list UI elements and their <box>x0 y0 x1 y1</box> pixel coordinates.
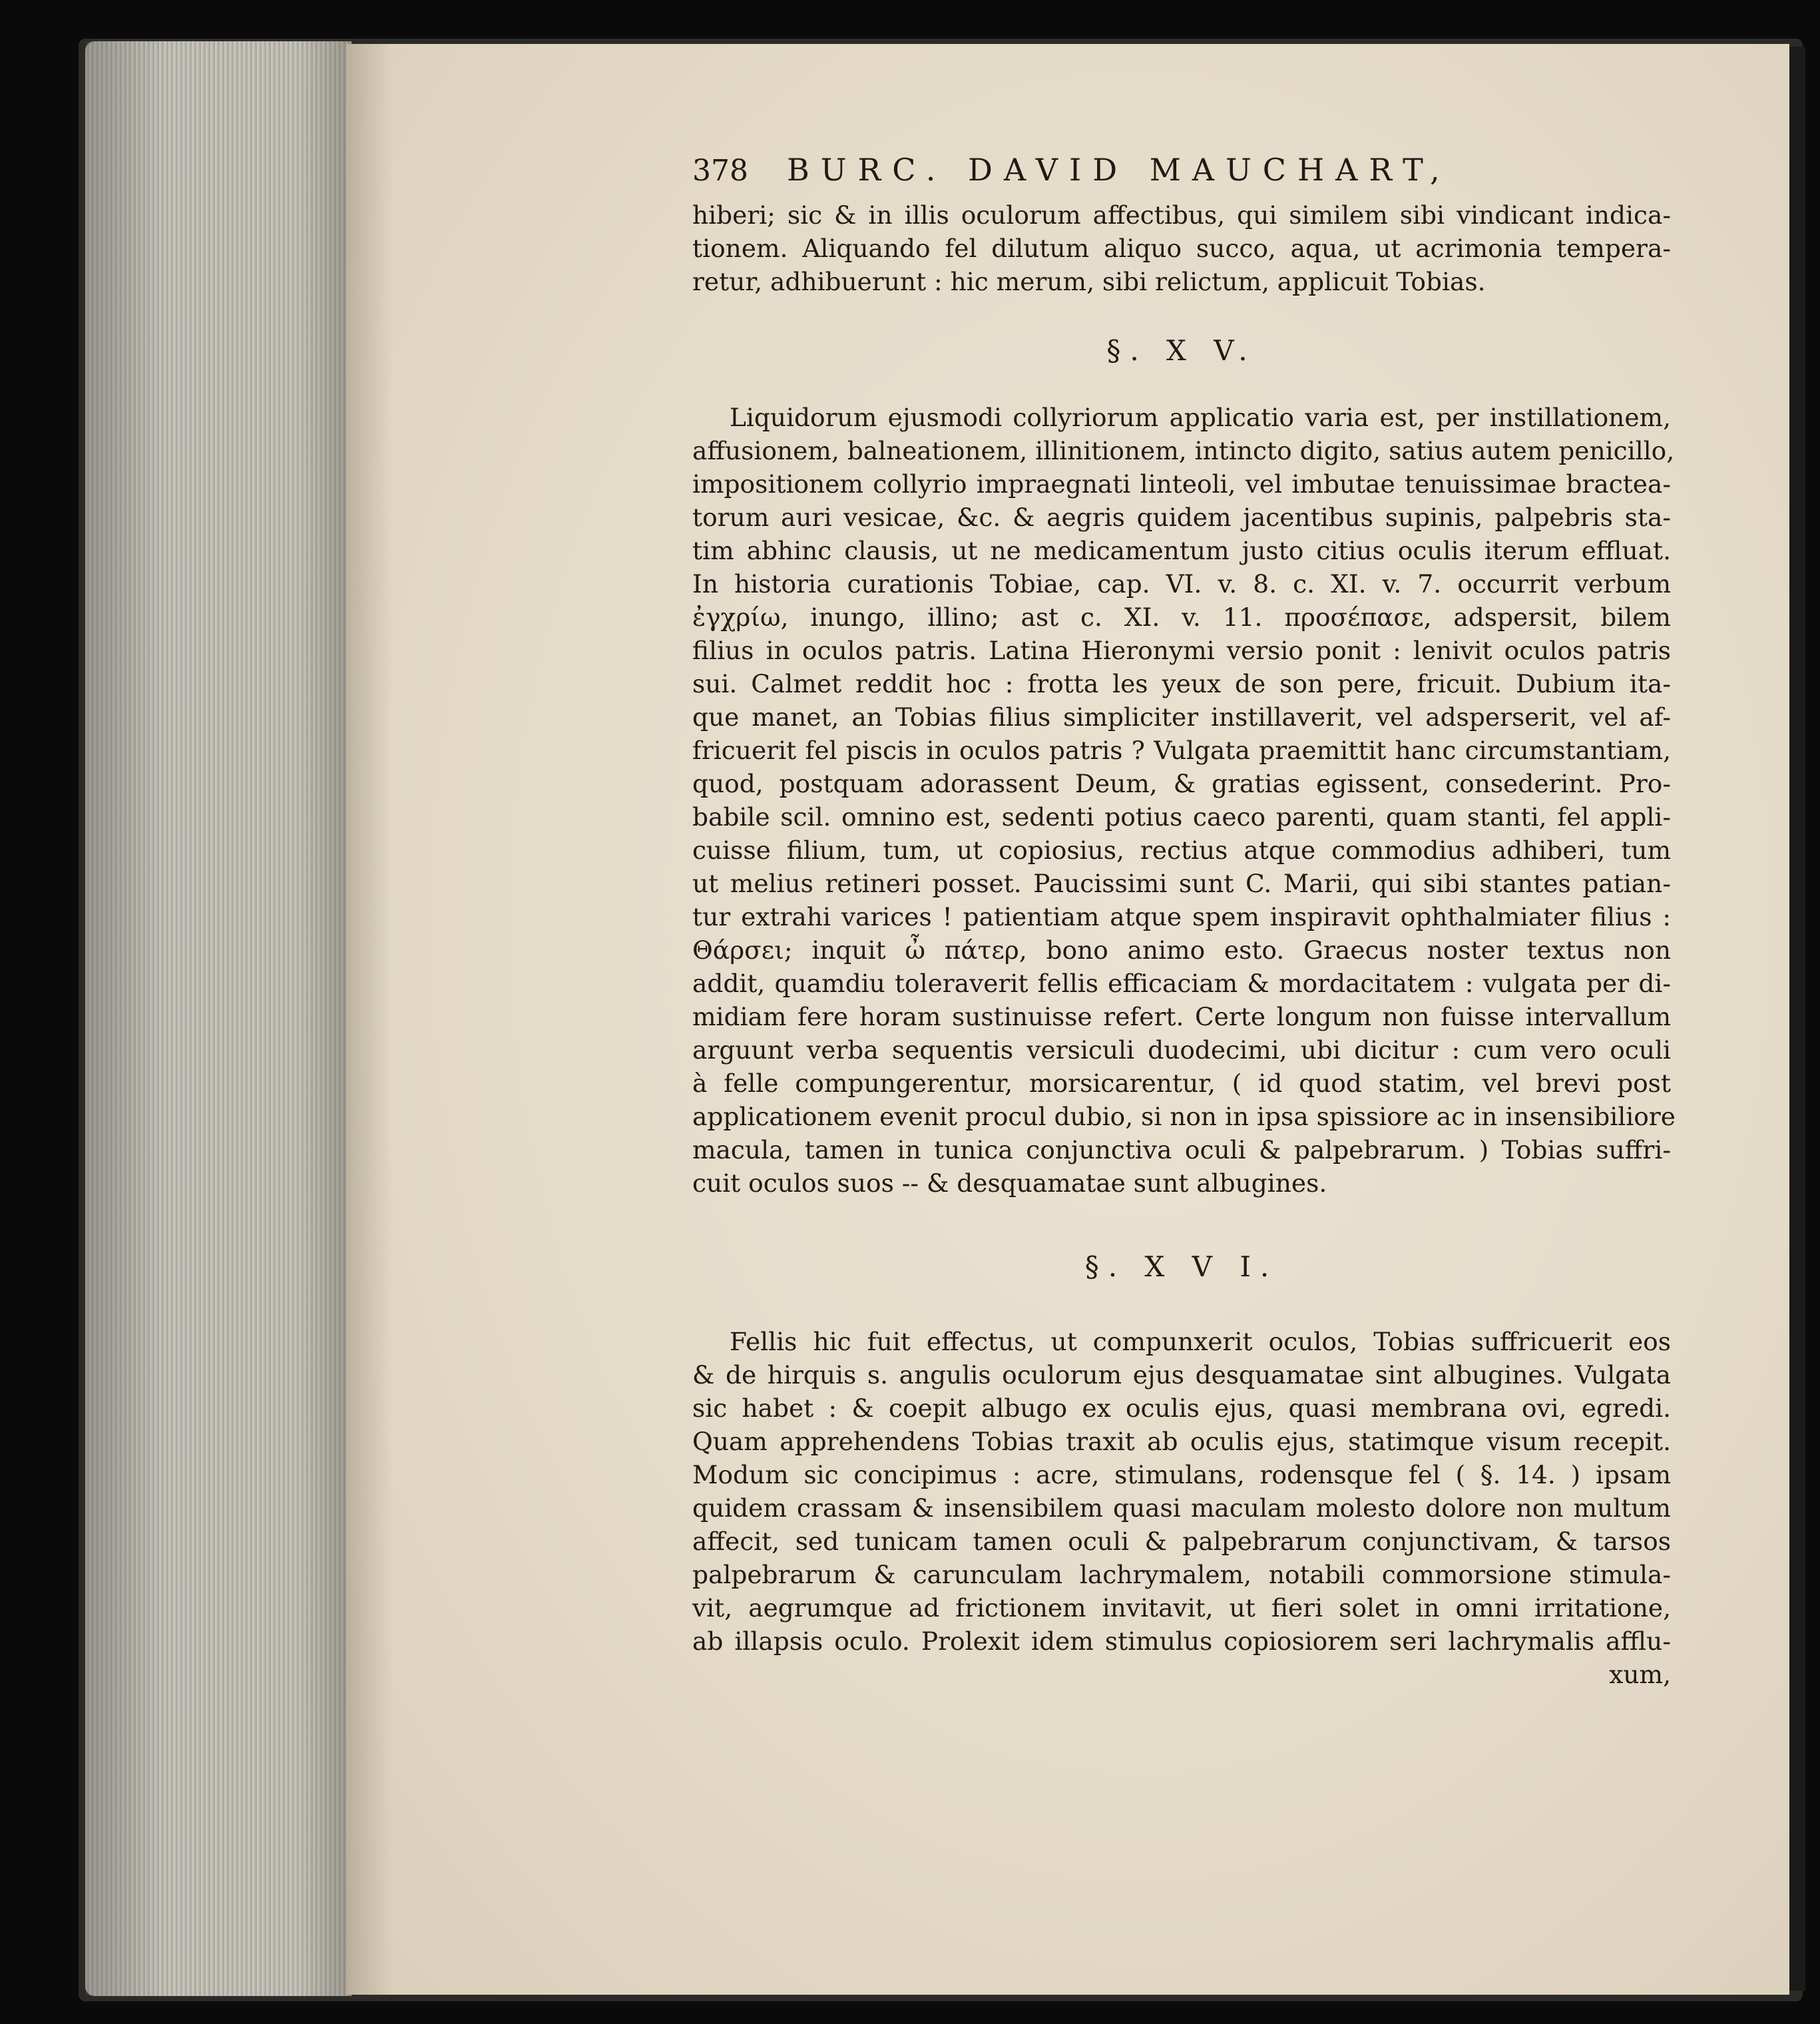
text-line: addit, quamdiu toleraverit fellis efficaciam & mordacitatem : vulgata per di- <box>692 969 1671 998</box>
text-line: à felle compungerentur, morsicarentur, ( id quod statim, vel brevi post <box>692 1069 1671 1098</box>
text-line: babile scil. omnino est, sedenti potius caeco parenti, quam stanti, fel appli- <box>692 802 1671 832</box>
text-line: hiberi; sic & in illis oculorum affectibus, qui similem sibi vindicant indica- <box>692 200 1671 230</box>
section-heading-16: §. X V I. <box>1084 1250 1279 1283</box>
paragraph-intro <box>692 198 1671 298</box>
text-line: palpebrarum & carunculam lachrymalem, notabili commorsione stimula- <box>692 1560 1671 1589</box>
text-line: ἐγχρίω, inungo, illino; ast c. XI. v. 11. προσέπασε, adspersit, bilem <box>692 603 1671 632</box>
text-line: filius in oculos patris. Latina Hieronymi versio ponit : lenivit oculos patris <box>692 636 1671 665</box>
text-line: ab illapsis oculo. Prolexit idem stimulus copiosiorem seri lachrymalis afflu- <box>692 1627 1671 1656</box>
page-text-block <box>692 152 1676 1691</box>
text-line: cuisse filium, tum, ut copiosius, rectius atque commodius adhiberi, tum <box>692 836 1671 865</box>
text-line: & de hirquis s. angulis oculorum ejus desquamatae sint albugines. Vulgata <box>692 1360 1671 1390</box>
text-line: vit, aegrumque ad frictionem invitavit, ut fieri solet in omni irritatione, <box>692 1593 1671 1623</box>
page-right-edge <box>1789 47 1805 1991</box>
text-line: fricuerit fel piscis in oculos patris ? Vulgata praemittit hanc circumstantiam, <box>692 736 1671 765</box>
text-line: macula, tamen in tunica conjunctiva oculi & palpebrarum. ) Tobias suffri- <box>692 1135 1671 1164</box>
running-title: BURC. DAVID MAUCHART, <box>786 152 1451 188</box>
text-line: quod, postquam adorassent Deum, & gratias egissent, consederint. Pro- <box>692 769 1671 798</box>
text-line: tim abhinc clausis, ut ne medicamentum justo citius oculis iterum effluat. <box>692 536 1671 565</box>
text-line: In historia curationis Tobiae, cap. VI. v. 8. c. XI. v. 7. occurrit verbum <box>692 569 1671 599</box>
page-edges-stack <box>85 41 351 1996</box>
text-line: Liquidorum ejusmodi collyriorum applicatio varia est, per instillationem, <box>730 403 1671 432</box>
paragraph-section-15 <box>692 401 1676 1200</box>
text-line: midiam fere horam sustinuisse refert. Certe longum non fuisse intervallum <box>692 1002 1671 1031</box>
text-line: quidem crassam & insensibilem quasi maculam molesto dolore non multum <box>692 1493 1671 1523</box>
text-line: sui. Calmet reddit hoc : frotta les yeux de son pere, fricuit. Dubium ita- <box>692 669 1671 698</box>
text-line: Θάρσει; inquit ὦ πάτερ, bono animo esto. Graecus noster textus non <box>692 935 1671 965</box>
text-line: sic habet : & coepit albugo ex oculis ejus, quasi membrana ovi, egredi. <box>692 1393 1671 1423</box>
text-line: torum auri vesicae, &c. & aegris quidem jacentibus supinis, palpebris sta- <box>692 503 1671 532</box>
running-head <box>692 153 1671 193</box>
page-number: 378 <box>692 154 748 188</box>
text-line: affusionem, balneationem, illinitionem, intincto digito, satius autem penicillo, <box>692 436 1675 465</box>
text-line: tionem. Aliquando fel dilutum aliquo succo, aqua, ut acrimonia tempera- <box>692 234 1671 263</box>
text-line: retur, adhibuerunt : hic merum, sibi relictum, applicuit Tobias. <box>692 267 1486 296</box>
text-line: cuit oculos suos -- & desquamatae sunt albugines. <box>692 1168 1327 1198</box>
text-line: applicationem evenit procul dubio, si non in ipsa spissiore ac in insensibiliore <box>692 1102 1676 1131</box>
text-line: que manet, an Tobias filius simpliciter instillaverit, vel adsperserit, vel af- <box>692 702 1671 732</box>
text-line: impositionem collyrio impraegnati linteoli, vel imbutae tenuissimae bractea- <box>692 469 1671 499</box>
catchword: xum, <box>1609 1660 1671 1689</box>
text-line: arguunt verba sequentis versiculi duodecimi, ubi dicitur : cum vero oculi <box>692 1035 1671 1065</box>
text-line: Modum sic concipimus : acre, stimulans, rodensque fel ( §. 14. ) ipsam <box>692 1460 1671 1489</box>
text-line: Quam apprehendens Tobias traxit ab oculis ejus, statimque visum recepit. <box>692 1427 1671 1456</box>
text-line: Fellis hic fuit effectus, ut compunxerit oculos, Tobias suffricuerit eos <box>730 1327 1671 1356</box>
paragraph-section-16 <box>692 1325 1671 1658</box>
text-line: tur extrahi varices ! patientiam atque spem inspiravit ophthalmiater filius : <box>692 902 1671 931</box>
section-heading-15: §. X V. <box>1106 334 1257 367</box>
text-line: affecit, sed tunicam tamen oculi & palpebrarum conjunctivam, & tarsos <box>692 1527 1671 1556</box>
text-line: ut melius retineri posset. Paucissimi sunt C. Marii, qui sibi stantes patian- <box>692 869 1671 898</box>
